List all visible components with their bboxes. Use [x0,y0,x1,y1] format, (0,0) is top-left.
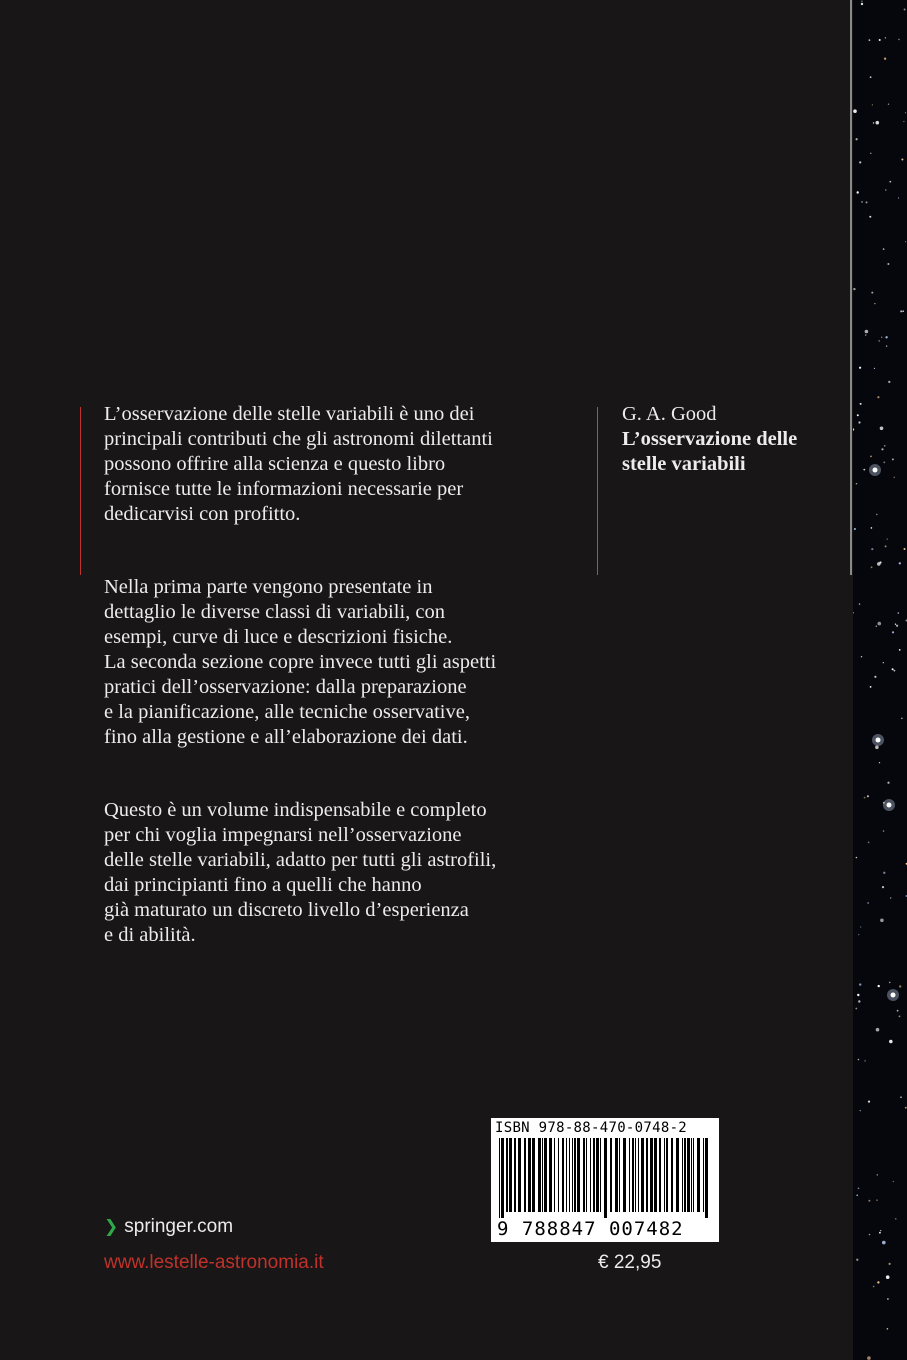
description-paragraph-2: Nella prima parte vengono presentate in dettaglio le diverse classi di variabili, con esempi, curve di luce e descrizioni fisiche. La seconda sezione copre invece tutti gli aspetti pratici dell’osservazione: dalla preparazione e la pianificazione, alle tecniche osservative, fino alla gestione e all’elaborazione dei dati. [104,576,497,748]
price-label: € 22,95 [598,1252,662,1273]
starfield-graphic [853,0,907,1360]
book-description [104,402,584,948]
series-website-link[interactable]: www.lestelle-astronomia.it [104,1252,324,1273]
ean-digits: 9 788847 007482 [497,1218,684,1240]
chevron-right-icon: ❯ [104,1217,119,1236]
publisher-link[interactable] [104,1216,233,1238]
description-paragraph-1: L’osservazione delle stelle variabili è uno dei principali contributi che gli astronomi dilettanti possono offrire alla scienza e questo libro fornisce tutte le informazioni necessarie per dedicarvisi con profitto. [104,403,493,525]
book-title: L’osservazione delle stelle variabili [622,428,798,475]
green-vertical-rule [597,407,598,575]
starfield-spine-image [853,0,907,1360]
publisher-site[interactable]: springer.com [124,1216,234,1237]
author-title-block [622,402,847,477]
isbn-barcode [491,1118,719,1242]
description-paragraph-3: Questo è un volume indispensabile e completo per chi voglia impegnarsi nell’osservazione delle stelle variabili, adatto per tutti gli astrofili, dai principianti fino a quelli che hanno già maturato un discreto livello d’esperienza e di abilità. [104,799,497,946]
isbn-label: ISBN 978-88-470-0748-2 [495,1120,688,1136]
red-vertical-rule [80,407,81,575]
spine-divider [850,0,852,575]
barcode-bars [499,1138,711,1218]
author-name: G. A. Good [622,403,717,425]
